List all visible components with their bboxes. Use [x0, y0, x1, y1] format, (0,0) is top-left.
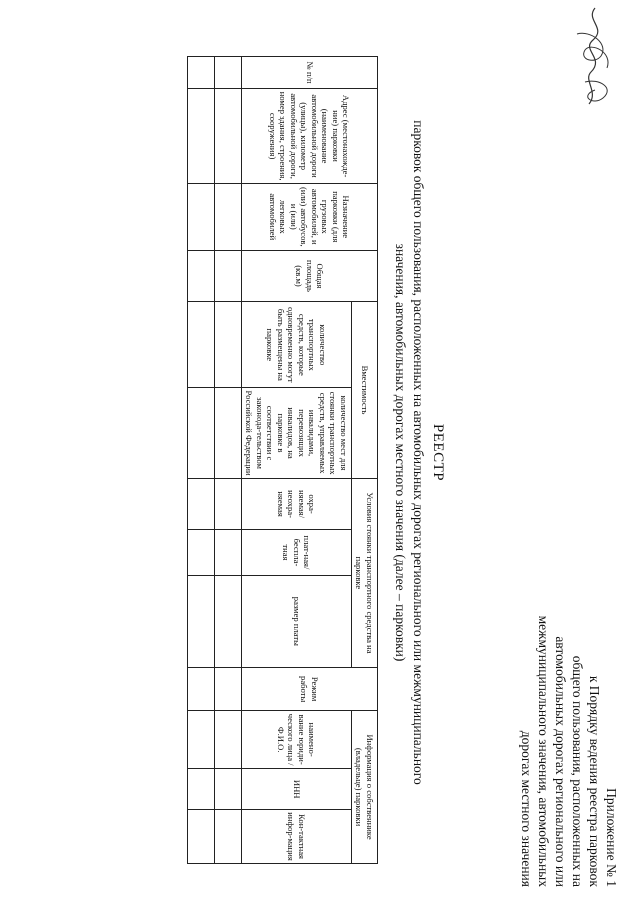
table-cell: [188, 530, 215, 575]
table-cell: [215, 250, 242, 302]
col-header-paid: плат-ная/ беспла-тная: [242, 530, 352, 575]
col-header-inn: ИНН: [242, 769, 352, 810]
col-header-contacts: Кон-тактная инфор-мация: [242, 810, 352, 864]
table-cell: [215, 668, 242, 711]
group-header-conditions: Условия стоянки транспортного средства на парковке: [352, 478, 378, 667]
col-header-area: Общая площадь (кв.м): [242, 250, 378, 302]
col-header-address: Адрес (местонахожде-ние) парковки (наименование автомобильной дороги (улицы), километр автомобильной дороги, номер здания, строения, сооружения): [242, 89, 378, 184]
table-cell: [188, 478, 215, 530]
table-cell: [188, 575, 215, 668]
group-header-capacity: Вместимость: [352, 302, 378, 478]
col-header-purpose: Назначение парковки (для грузовых автомобилей, и (или) автобусов, и (или) легковых автомобилей: [242, 183, 378, 250]
col-header-num: № п/п: [242, 57, 378, 89]
table-cell: [188, 89, 215, 184]
appendix-header: [518, 527, 620, 887]
table-cell: [215, 575, 242, 668]
register-subtitle: парковок общего пользования, расположенных на автомобильных дорогах регионального или межмуниципального: [411, 120, 426, 785]
table-cell: [215, 388, 242, 478]
header-line: общего пользования, расположенных на: [570, 655, 585, 887]
table-cell: [188, 57, 215, 89]
col-header-fee: размер платы: [242, 575, 352, 668]
table-cell: [215, 769, 242, 810]
header-line: автомобильных дорогах регионального или: [553, 636, 568, 887]
header-line: межмуниципального значения, автомобильных: [536, 615, 551, 887]
handwritten-signature: [555, 0, 635, 120]
col-header-owner-name: наимено-вание юриди-ческого лица / Ф.И.О.: [242, 711, 352, 769]
table-cell: [188, 302, 215, 388]
group-header-owner: Информация о собственнике (владельце) парковки: [352, 711, 378, 864]
register-subtitle: значения, автомобильных дорогах местного значения (далее – парковки): [393, 243, 408, 662]
header-line: Приложение № 1: [604, 788, 619, 887]
table-cell: [188, 250, 215, 302]
table-cell: [215, 302, 242, 388]
table-header-row: [352, 57, 378, 864]
register-table: [187, 56, 378, 864]
table-cell: [188, 711, 215, 769]
table-cell: [215, 57, 242, 89]
table-cell: [215, 711, 242, 769]
table-cell: [215, 183, 242, 250]
table-cell: [188, 183, 215, 250]
table-cell: [215, 478, 242, 530]
table-row: [215, 57, 242, 864]
header-line: дорогах местного значения: [519, 730, 534, 887]
col-header-guarded: охра-няемая/ неохра-няемая: [242, 478, 352, 530]
table-cell: [188, 388, 215, 478]
col-header-schedule: Режим работы: [242, 668, 378, 711]
table-cell: [188, 810, 215, 864]
col-header-capacity-disabled: количество мест для стоянки транспортных средств, управляемых инвалидами, перевозящих инвалидов, на парковке в соответствии с законода-тельством Российской Федерации: [242, 388, 352, 478]
table-cell: [188, 668, 215, 711]
col-header-capacity-total: количество транспортных средств, которые одновременно могут быть размещены на парковке: [242, 302, 352, 388]
table-cell: [215, 530, 242, 575]
header-line: к Порядку ведения реестра парковок: [587, 675, 602, 887]
table-cell: [188, 769, 215, 810]
register-title: РЕЕСТР: [430, 423, 446, 482]
table-cell: [215, 89, 242, 184]
table-cell: [215, 810, 242, 864]
table-row: [188, 57, 215, 864]
